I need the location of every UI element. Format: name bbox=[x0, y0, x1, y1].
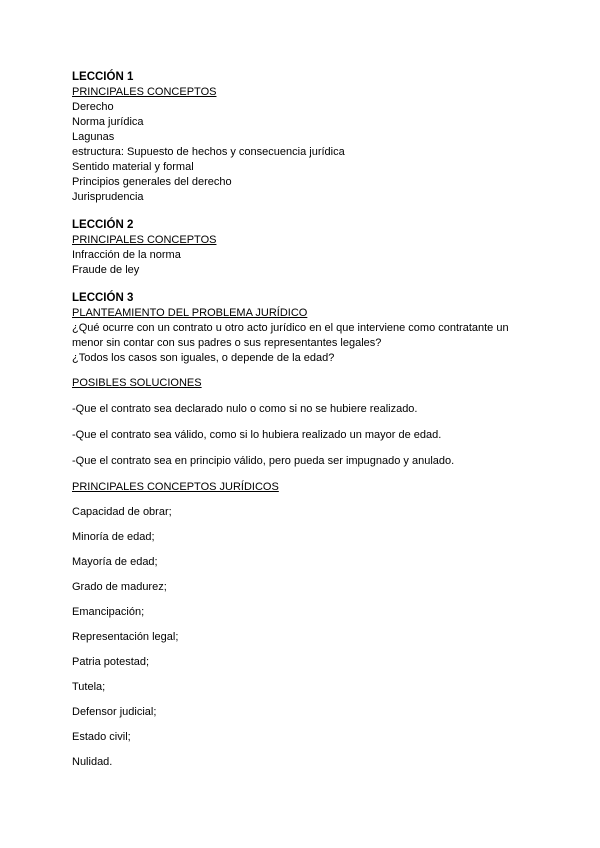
concept-item: Representación legal; bbox=[72, 631, 179, 643]
concept-item: Capacidad de obrar; bbox=[72, 506, 172, 518]
concept-item: Nulidad. bbox=[72, 756, 113, 768]
lesson-3-title: LECCIÓN 3 bbox=[72, 292, 134, 304]
concept-item: Mayoría de edad; bbox=[72, 556, 158, 568]
list-item: Lagunas bbox=[72, 131, 115, 143]
list-item: Principios generales del derecho bbox=[72, 176, 232, 188]
concept-item: Grado de madurez; bbox=[72, 581, 167, 593]
lesson-3-section bbox=[72, 291, 542, 770]
concepts-heading: PRINCIPALES CONCEPTOS JURÍDICOS bbox=[72, 481, 279, 493]
solution-item: -Que el contrato sea válido, como si lo hubiera realizado un mayor de edad. bbox=[72, 429, 442, 441]
question-2: ¿Todos los casos son iguales, o depende de la edad? bbox=[72, 352, 335, 364]
solution-item: -Que el contrato sea en principio válido, pero pueda ser impugnado y anulado. bbox=[72, 455, 455, 467]
list-item: Infracción de la norma bbox=[72, 249, 181, 261]
lesson-1-title: LECCIÓN 1 bbox=[72, 71, 134, 83]
lesson-1-section bbox=[72, 70, 542, 205]
lesson-2-title: LECCIÓN 2 bbox=[72, 219, 134, 231]
list-item: Derecho bbox=[72, 101, 114, 113]
list-item: estructura: Supuesto de hechos y consecuencia jurídica bbox=[72, 146, 345, 158]
lesson-2-section bbox=[72, 218, 542, 278]
solution-item: -Que el contrato sea declarado nulo o como si no se hubiere realizado. bbox=[72, 403, 418, 415]
concept-item: Tutela; bbox=[72, 681, 106, 693]
concept-item: Patria potestad; bbox=[72, 656, 150, 668]
list-item: Sentido material y formal bbox=[72, 161, 194, 173]
list-item: Jurisprudencia bbox=[72, 191, 144, 203]
concept-item: Estado civil; bbox=[72, 731, 131, 743]
question-1: ¿Qué ocurre con un contrato u otro acto jurídico en el que interviene como contratante un menor sin contar con sus padres o sus representantes legales? bbox=[72, 322, 509, 349]
list-item: Fraude de ley bbox=[72, 264, 140, 276]
solutions-heading: POSIBLES SOLUCIONES bbox=[72, 377, 202, 389]
concept-item: Emancipación; bbox=[72, 606, 145, 618]
lesson-1-subtitle: PRINCIPALES CONCEPTOS bbox=[72, 86, 217, 98]
lesson-2-subtitle: PRINCIPALES CONCEPTOS bbox=[72, 234, 217, 246]
problem-heading: PLANTEAMIENTO DEL PROBLEMA JURÍDICO bbox=[72, 307, 308, 319]
concept-item: Defensor judicial; bbox=[72, 706, 157, 718]
list-item: Norma jurídica bbox=[72, 116, 144, 128]
document-page bbox=[72, 70, 542, 780]
concept-item: Minoría de edad; bbox=[72, 531, 155, 543]
